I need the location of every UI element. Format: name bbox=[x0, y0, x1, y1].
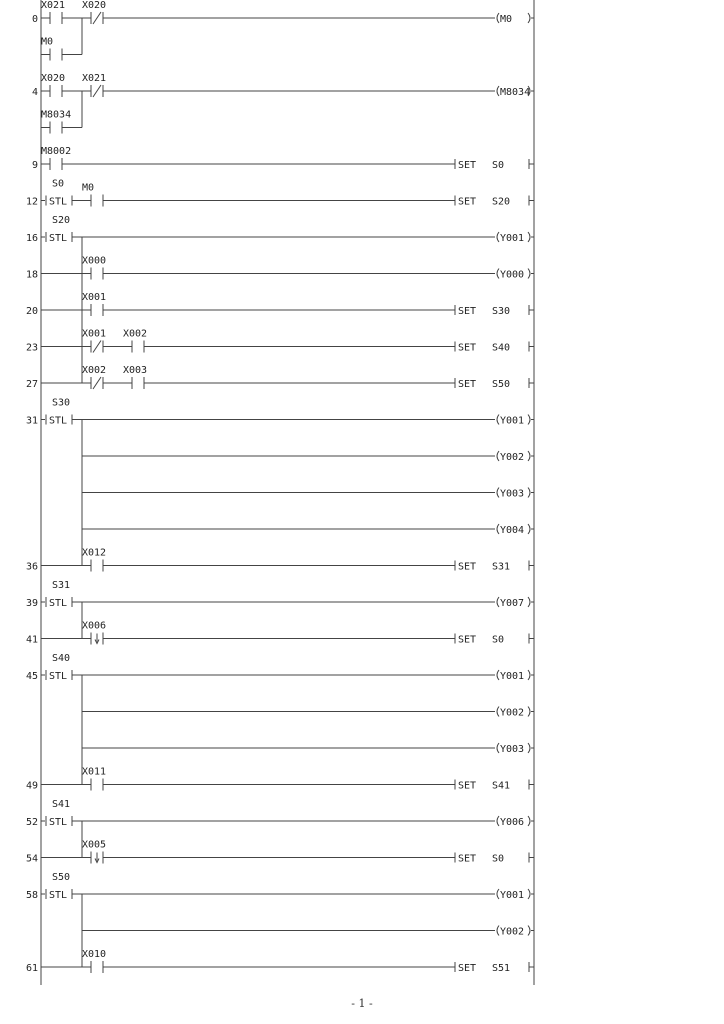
coil-label: Y006 bbox=[500, 817, 525, 828]
step-number: 39 bbox=[25, 598, 38, 609]
coil-close-paren bbox=[528, 451, 530, 461]
rung-row bbox=[41, 548, 534, 573]
coil-label: Y007 bbox=[500, 598, 525, 609]
rung bbox=[26, 398, 534, 566]
contact-nc-slash bbox=[93, 12, 101, 24]
branch-row bbox=[82, 451, 534, 463]
branch-row bbox=[82, 524, 534, 536]
rung-row bbox=[41, 840, 534, 865]
rung bbox=[32, 73, 534, 134]
coil-label: Y001 bbox=[500, 671, 525, 682]
set-instruction: SET bbox=[458, 634, 477, 646]
coil-close-paren bbox=[528, 269, 530, 279]
coil-close-paren bbox=[528, 597, 530, 607]
coil-open-paren bbox=[497, 13, 499, 23]
branch-row bbox=[82, 743, 534, 755]
stl-label: S41 bbox=[52, 799, 71, 810]
contact-label: X012 bbox=[82, 547, 107, 559]
set-operand: S31 bbox=[492, 561, 511, 573]
rung bbox=[26, 292, 534, 317]
rung bbox=[26, 621, 534, 646]
coil-close-paren bbox=[528, 926, 530, 936]
rung-row bbox=[41, 653, 534, 682]
set-operand: S30 bbox=[492, 306, 511, 317]
step-number: 16 bbox=[25, 233, 38, 244]
set-instruction: SET bbox=[458, 306, 477, 317]
rung-row bbox=[41, 799, 534, 828]
set-operand: S0 bbox=[492, 853, 505, 865]
coil-close-paren bbox=[528, 13, 530, 23]
rung-row bbox=[41, 256, 534, 281]
coil-close-paren bbox=[528, 415, 530, 425]
coil-close-paren bbox=[528, 707, 530, 717]
stl-text: STL bbox=[49, 233, 68, 244]
set-operand: S51 bbox=[492, 963, 511, 974]
contact-label: X002 bbox=[82, 365, 107, 376]
contact-label: X021 bbox=[41, 0, 66, 11]
set-operand: S41 bbox=[492, 780, 511, 792]
step-number: 61 bbox=[25, 963, 38, 974]
step-number: 31 bbox=[25, 415, 38, 427]
set-instruction: SET bbox=[458, 196, 477, 208]
step-number: 18 bbox=[25, 269, 38, 281]
set-operand: S20 bbox=[492, 196, 511, 208]
stl-text: STL bbox=[49, 415, 68, 427]
contact-label: X011 bbox=[82, 766, 107, 778]
rung bbox=[26, 767, 534, 792]
step-number: 41 bbox=[25, 634, 38, 646]
coil-open-paren bbox=[497, 926, 499, 936]
contact-label: M8002 bbox=[41, 146, 72, 157]
coil-label: Y000 bbox=[500, 269, 525, 281]
step-number: 20 bbox=[25, 306, 38, 317]
rung bbox=[26, 365, 534, 390]
rung-row bbox=[41, 329, 534, 354]
contact-label: M0 bbox=[41, 36, 54, 48]
step-number: 12 bbox=[25, 196, 38, 208]
rung-row bbox=[41, 365, 534, 390]
step-number: 49 bbox=[25, 780, 38, 792]
contact-label: X005 bbox=[82, 839, 107, 851]
contact-label: X001 bbox=[82, 328, 107, 340]
coil-label: Y003 bbox=[500, 488, 525, 500]
coil-open-paren bbox=[497, 269, 499, 279]
stl-label: S30 bbox=[52, 397, 71, 409]
coil-open-paren bbox=[497, 524, 499, 534]
stl-text: STL bbox=[49, 598, 68, 609]
contact-label: X002 bbox=[123, 328, 148, 340]
coil-close-paren bbox=[528, 524, 530, 534]
stl-label: S31 bbox=[52, 580, 71, 591]
rung-row bbox=[41, 767, 534, 792]
coil-close-paren bbox=[528, 670, 530, 680]
branch-row bbox=[82, 926, 534, 938]
branch-row bbox=[82, 707, 534, 719]
contact-label: X020 bbox=[41, 73, 66, 84]
coil-close-paren bbox=[528, 488, 530, 498]
rung-row bbox=[41, 580, 534, 609]
coil-close-paren bbox=[528, 232, 530, 242]
coil-label: Y001 bbox=[500, 233, 525, 244]
contact-label: X021 bbox=[82, 73, 107, 84]
set-instruction: SET bbox=[458, 160, 477, 171]
rung-row bbox=[41, 73, 534, 98]
rung bbox=[26, 179, 534, 208]
rung-row bbox=[41, 292, 534, 317]
coil-label: Y004 bbox=[500, 525, 525, 536]
stl-text: STL bbox=[49, 671, 68, 682]
coil-open-paren bbox=[497, 86, 499, 96]
set-instruction: SET bbox=[458, 853, 477, 865]
contact-nc-slash bbox=[93, 341, 101, 353]
stl-label: S40 bbox=[52, 653, 71, 664]
rung bbox=[26, 256, 534, 281]
set-operand: S40 bbox=[492, 342, 511, 354]
coil-label: M8034 bbox=[500, 87, 531, 98]
rung-row bbox=[41, 872, 534, 901]
coil-label: Y002 bbox=[500, 707, 525, 719]
coil-label: Y001 bbox=[500, 415, 525, 427]
stl-text: STL bbox=[49, 196, 68, 208]
step-number: 45 bbox=[25, 671, 38, 682]
coil-label: Y002 bbox=[500, 926, 525, 938]
coil-open-paren bbox=[497, 889, 499, 899]
rung bbox=[32, 0, 534, 61]
branch-row bbox=[41, 91, 82, 134]
step-number: 0 bbox=[31, 14, 38, 25]
coil-open-paren bbox=[497, 670, 499, 680]
set-instruction: SET bbox=[458, 379, 477, 390]
rung-row bbox=[41, 179, 534, 208]
contact-label: X006 bbox=[82, 620, 107, 632]
rung-row bbox=[41, 949, 534, 974]
stl-label: S50 bbox=[52, 872, 71, 883]
rung-row bbox=[41, 146, 534, 171]
contact-label: X003 bbox=[123, 365, 148, 376]
set-operand: S0 bbox=[492, 634, 505, 646]
branch-row bbox=[41, 18, 82, 61]
page-number: - 1 - bbox=[351, 997, 373, 1010]
rung bbox=[26, 329, 534, 354]
contact-label: X010 bbox=[82, 949, 107, 960]
rung bbox=[26, 949, 534, 974]
coil-open-paren bbox=[497, 451, 499, 461]
rung bbox=[26, 548, 534, 573]
coil-open-paren bbox=[497, 232, 499, 242]
contact-label: M8034 bbox=[41, 109, 72, 121]
step-number: 27 bbox=[25, 379, 38, 390]
contact-label: X001 bbox=[82, 292, 107, 303]
step-number: 54 bbox=[25, 853, 38, 865]
step-number: 4 bbox=[31, 87, 38, 98]
set-operand: S0 bbox=[492, 160, 505, 171]
contact-nc-slash bbox=[93, 85, 101, 97]
coil-open-paren bbox=[497, 743, 499, 753]
rung-row bbox=[41, 0, 534, 25]
coil-open-paren bbox=[497, 816, 499, 826]
coil-close-paren bbox=[528, 743, 530, 753]
step-number: 58 bbox=[25, 890, 38, 901]
coil-open-paren bbox=[497, 707, 499, 717]
rung-row bbox=[41, 621, 534, 646]
coil-label: Y002 bbox=[500, 452, 525, 463]
contact-nc-slash bbox=[93, 377, 101, 389]
rung-row bbox=[41, 398, 534, 427]
rung bbox=[32, 146, 534, 171]
step-number: 9 bbox=[31, 160, 38, 171]
step-number: 36 bbox=[25, 561, 38, 573]
set-instruction: SET bbox=[458, 780, 477, 792]
contact-label: X020 bbox=[82, 0, 107, 11]
coil-open-paren bbox=[497, 488, 499, 498]
set-instruction: SET bbox=[458, 561, 477, 573]
set-instruction: SET bbox=[458, 342, 477, 354]
stl-label: S20 bbox=[52, 215, 71, 226]
coil-label: Y003 bbox=[500, 744, 525, 755]
set-operand: S50 bbox=[492, 379, 511, 390]
coil-close-paren bbox=[528, 889, 530, 899]
coil-close-paren bbox=[528, 816, 530, 826]
set-instruction: SET bbox=[458, 963, 477, 974]
coil-label: Y001 bbox=[500, 890, 525, 901]
stl-text: STL bbox=[49, 817, 68, 828]
coil-open-paren bbox=[497, 415, 499, 425]
rung bbox=[26, 840, 534, 865]
coil-open-paren bbox=[497, 597, 499, 607]
step-number: 23 bbox=[25, 342, 38, 354]
branch-row bbox=[82, 488, 534, 500]
coil-label: M0 bbox=[500, 14, 513, 25]
rung bbox=[26, 653, 534, 785]
rung-row bbox=[41, 215, 534, 244]
step-number: 52 bbox=[25, 817, 38, 828]
stl-text: STL bbox=[49, 890, 68, 901]
contact-label: M0 bbox=[82, 182, 95, 194]
stl-label: S0 bbox=[52, 178, 65, 190]
contact-label: X000 bbox=[82, 255, 107, 267]
